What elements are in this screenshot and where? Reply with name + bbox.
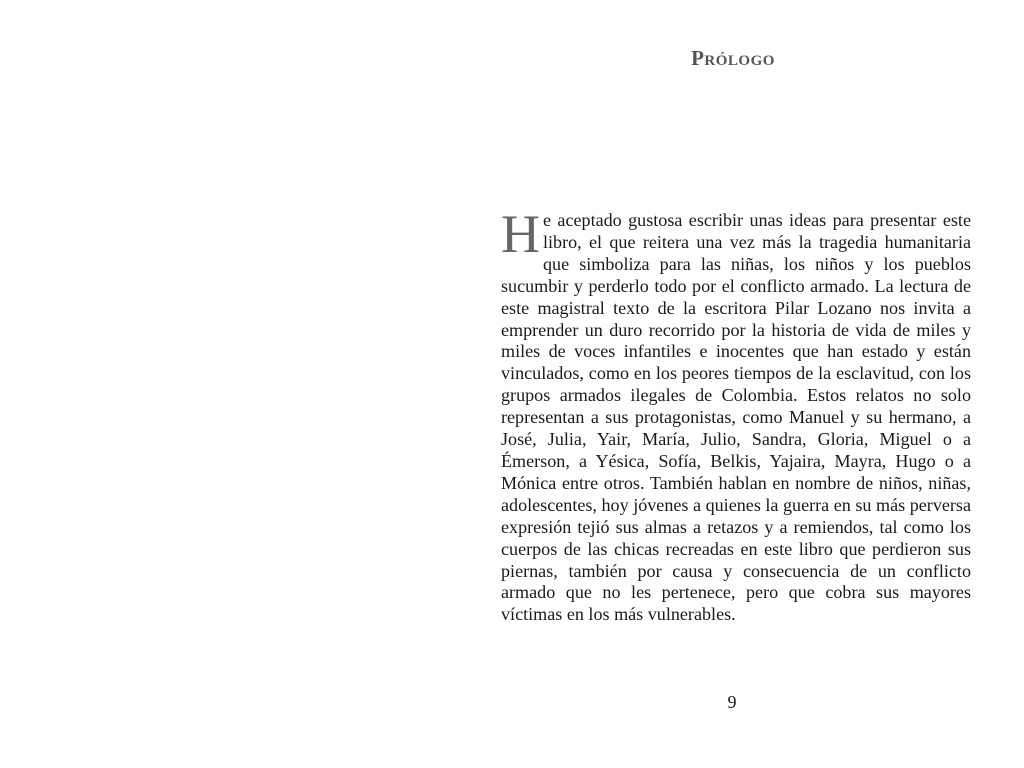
paragraph-text: e aceptado gustosa escribir unas ideas para presentar este libro, el que reitera una vez más la tragedia humanitaria que simboliza para las niñas, los niños y los pueblos sucumbir y perderlo todo por el conflicto armado. La lectura de este magistral texto de la escritora Pilar Lozano nos invita a emprender un duro recorrido por la historia de vida de miles y miles de voces infantiles e inocentes que han estado y están vinculados, como en los peores tiempos de la esclavitud, con los grupos armados ilegales de Colombia. Estos relatos no solo representan a sus protagonistas, como Manuel y su hermano, a José, Julia, Yair, María, Julio, Sandra, Gloria, Miguel o a Émerson, a Yésica, Sofía, Belkis, Yajaira, Mayra, Hugo o a Mónica entre otros. También hablan en nombre de niños, niñas, adolescentes, hoy jóvenes a quienes la guerra en su más perversa expresión tejió sus almas a retazos y a remiendos, tal como los cuerpos de las chicas recreadas en este libro que perdieron sus piernas, también por causa y consecuencia de un conflicto armado que no les pertenece, pero que cobra sus mayores víctimas en los más vulnerables. [501,210,971,625]
chapter-title: Prólogo [691,46,775,70]
prologue-paragraph [501,204,971,626]
drop-cap: H [501,204,540,264]
page-number: 9 [727,692,737,712]
prologue-body [501,204,971,626]
